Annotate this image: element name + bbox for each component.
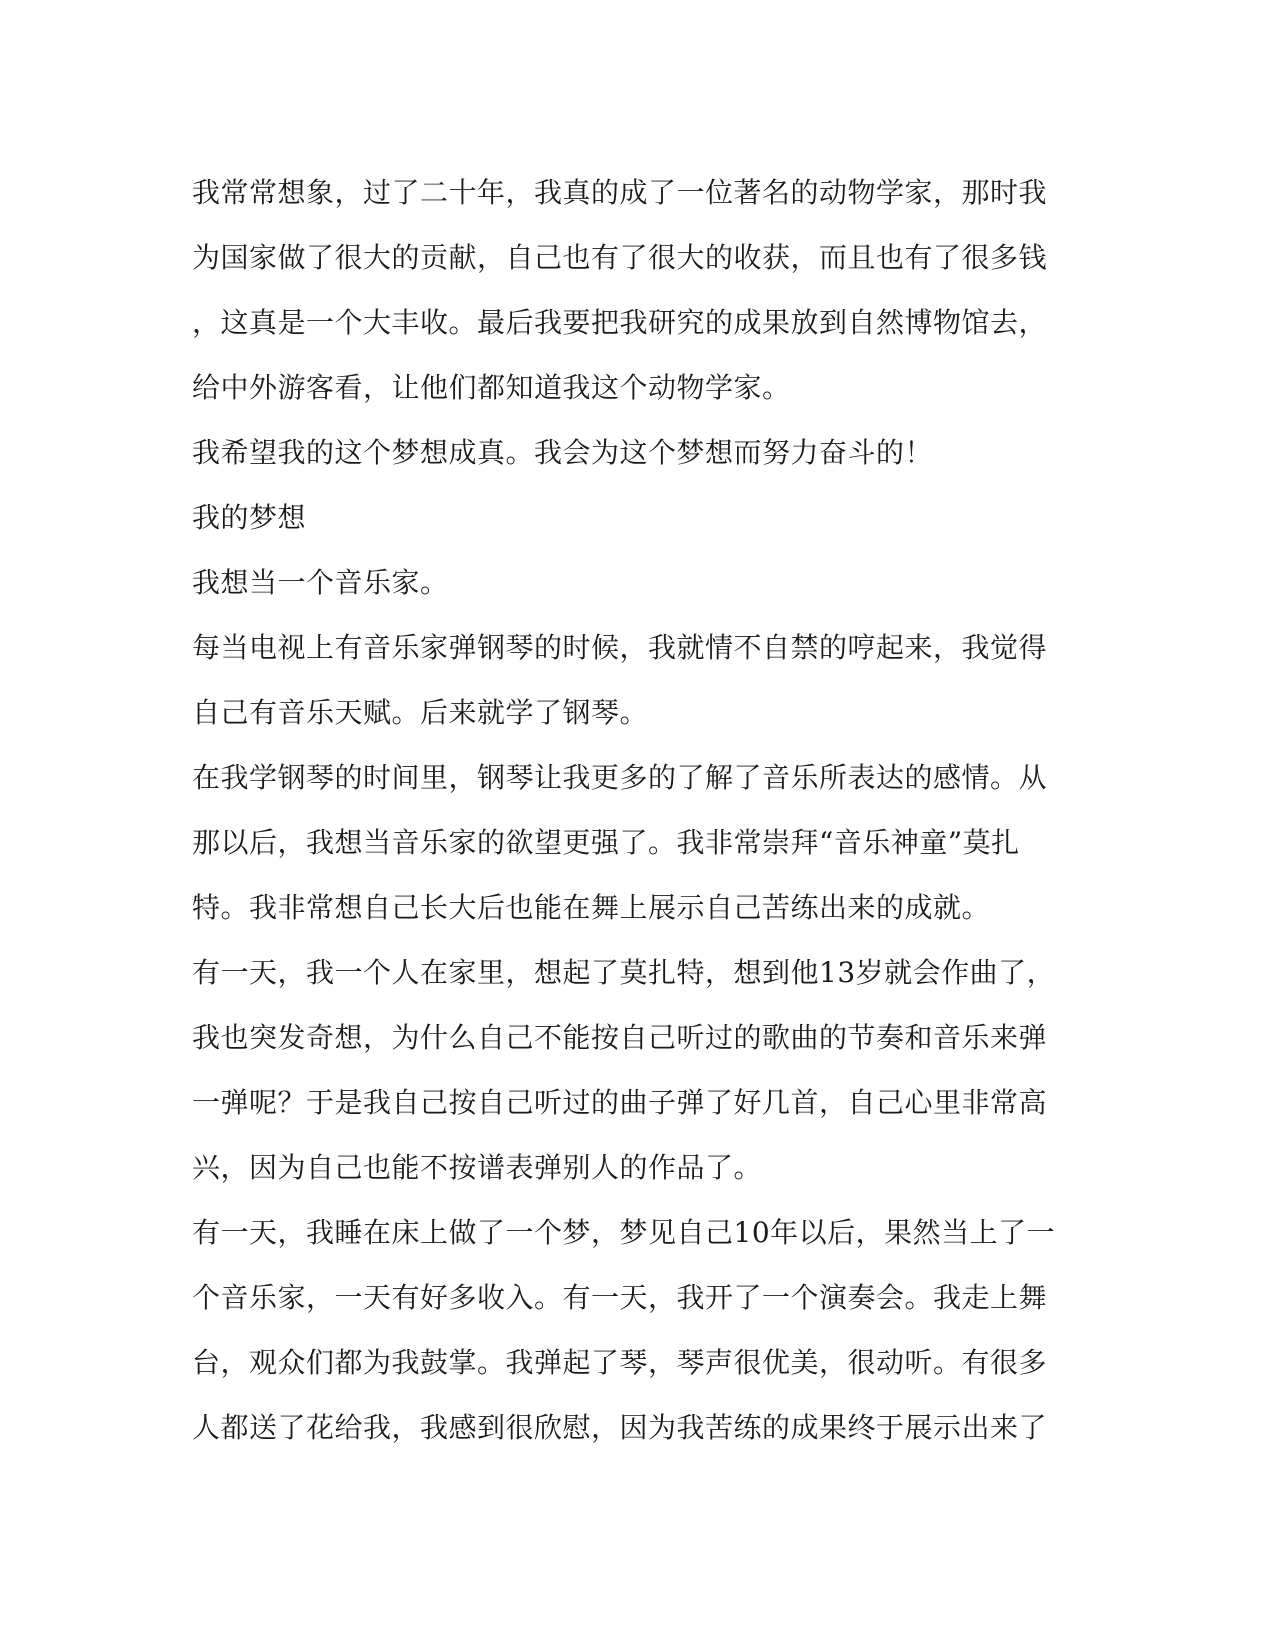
- text-line: 我常常想象，过了二十年，我真的成了一位著名的动物学家，那时我: [192, 176, 1048, 209]
- text-line: 那以后，我想当音乐家的欲望更强了。我非常崇拜“音乐神童”莫扎: [192, 826, 1020, 859]
- text-line: 人都送了花给我，我感到很欣慰，因为我苦练的成果终于展示出来了: [192, 1411, 1048, 1444]
- text-line: 我想当一个音乐家。: [192, 566, 449, 599]
- text-line: 有一天，我睡在床上做了一个梦，梦见自己10年以后，果然当上了一: [192, 1216, 1056, 1249]
- text-line: 我也突发奇想，为什么自己不能按自己听过的歌曲的节奏和音乐来弹: [192, 1021, 1048, 1054]
- text-line: 给中外游客看，让他们都知道我这个动物学家。: [192, 371, 791, 404]
- text-line: 为国家做了很大的贡献，自己也有了很大的收获，而且也有了很多钱: [192, 241, 1048, 274]
- text-line: 台，观众们都为我鼓掌。我弹起了琴，琴声很优美，很动听。有很多: [192, 1346, 1048, 1379]
- text-line: 兴，因为自己也能不按谱表弹别人的作品了。: [192, 1151, 763, 1184]
- text-line: 自己有音乐天赋。后来就学了钢琴。: [192, 696, 649, 729]
- text-body: [192, 160, 1084, 1460]
- text-line: ，这真是一个大丰收。最后我要把我研究的成果放到自然博物馆去，: [192, 306, 1048, 339]
- text-line: 在我学钢琴的时间里，钢琴让我更多的了解了音乐所表达的感情。从: [192, 761, 1048, 794]
- text-line: 一弹呢？于是我自己按自己听过的曲子弹了好几首，自己心里非常高: [192, 1086, 1048, 1119]
- text-line: 特。我非常想自己长大后也能在舞上展示自己苦练出来的成就。: [192, 891, 991, 924]
- text-line: 每当电视上有音乐家弹钢琴的时候，我就情不自禁的哼起来，我觉得: [192, 631, 1048, 664]
- section-title: 我的梦想: [192, 501, 307, 534]
- text-line: 个音乐家，一天有好多收入。有一天，我开了一个演奏会。我走上舞: [192, 1281, 1048, 1314]
- text-line: 我希望我的这个梦想成真。我会为这个梦想而努力奋斗的！: [192, 436, 934, 469]
- text-line: 有一天，我一个人在家里，想起了莫扎特，想到他13岁就会作曲了，: [192, 956, 1056, 989]
